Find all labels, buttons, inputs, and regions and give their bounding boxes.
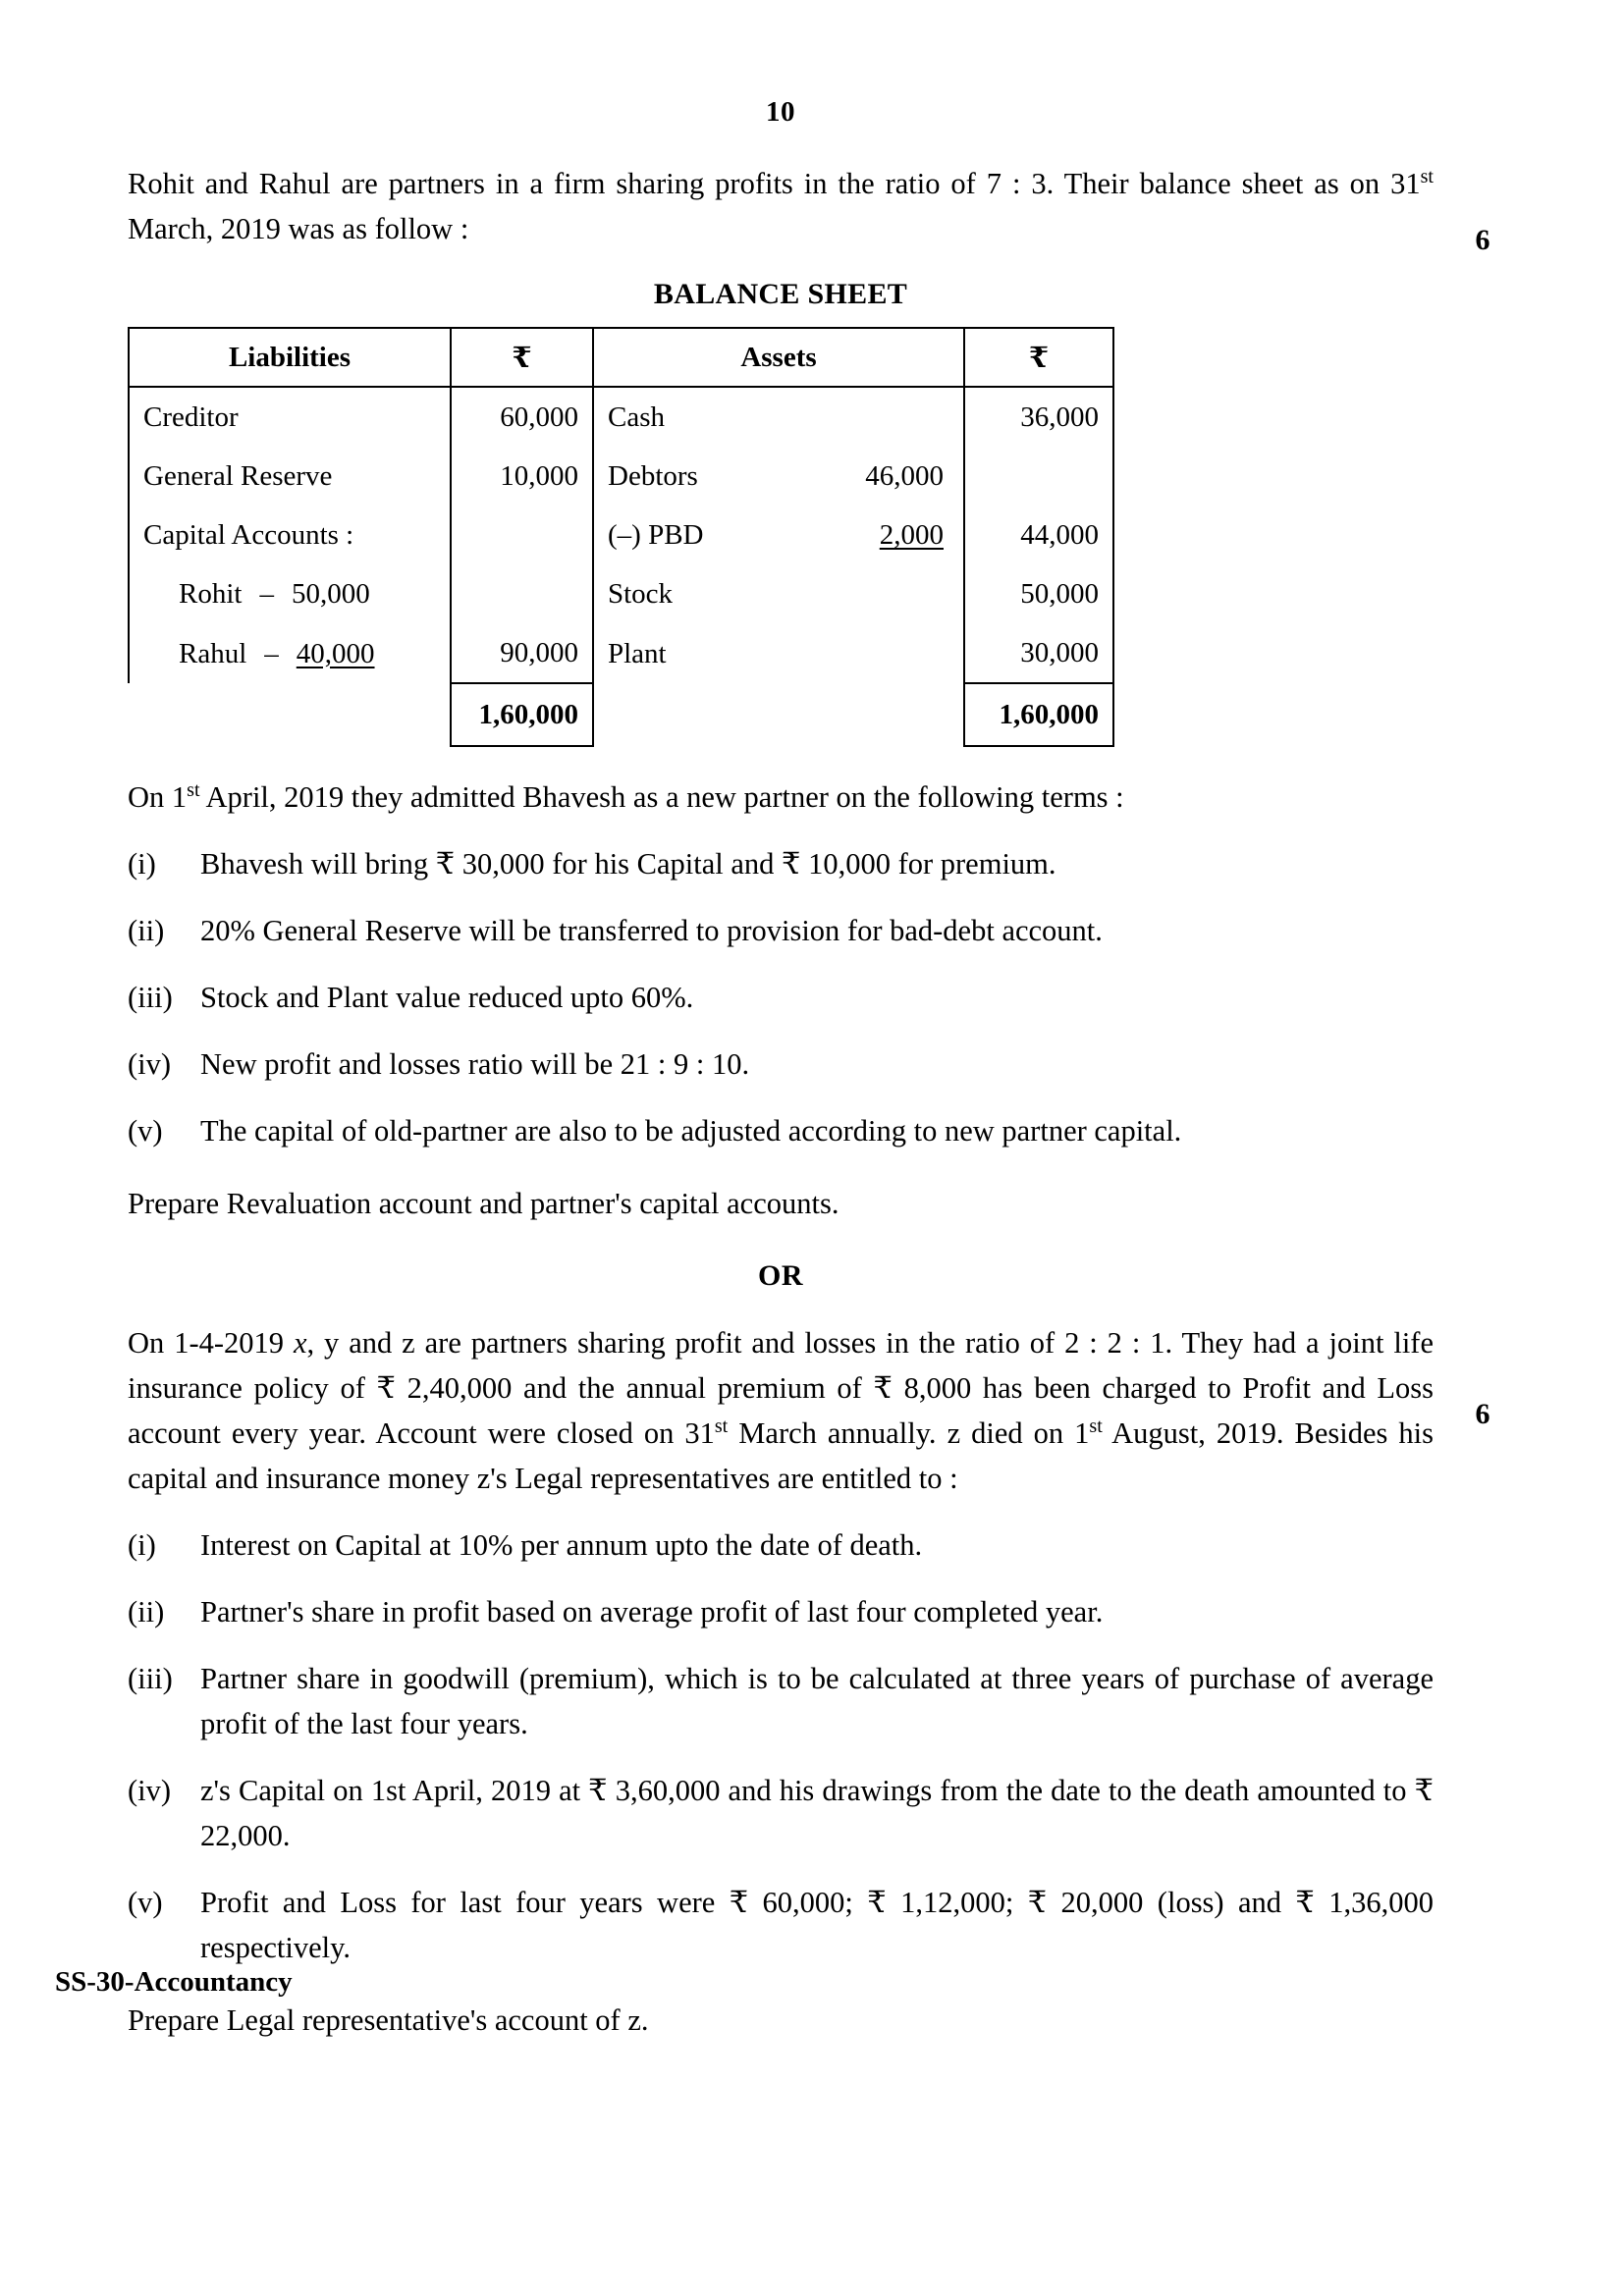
question1-intro [128, 161, 1434, 251]
page-footer-code: SS-30-Accountancy [55, 1966, 293, 1998]
list-item-text: Partner share in goodwill (premium), which is to be calculated at three years of purchase of average profit of the last four years. [200, 1662, 1434, 1740]
asset-row-debtors [594, 447, 963, 506]
asset-label-cash: Cash [608, 401, 665, 433]
header-liabilities-amount: ₹ [451, 328, 593, 387]
asset-row-pbd [594, 506, 963, 564]
list-item-text: The capital of old-partner are also to be adjusted according to new partner capital. [200, 1114, 1182, 1148]
list-item [128, 1880, 1434, 1970]
page-number: 10 [766, 96, 795, 128]
partner-capital-rahul: 40,000 [296, 637, 375, 669]
list-item-number: (i) [128, 1528, 156, 1562]
list-item [128, 1589, 1434, 1634]
list-item-number: (v) [128, 1114, 163, 1148]
list-item [128, 1768, 1434, 1858]
list-item-text: Stock and Plant value reduced upto 60%. [200, 981, 694, 1014]
asset-amount-debtors [965, 447, 1112, 506]
partner-capital-rohit: 50,000 [291, 578, 370, 610]
question2-text-c: March annually. z died on 1 [728, 1416, 1090, 1450]
list-item [128, 908, 1434, 953]
partner-dash-rohit: – [259, 578, 274, 610]
asset-label-stock: Stock [608, 578, 674, 610]
header-assets-amount: ₹ [964, 328, 1113, 387]
table-row [129, 564, 1113, 623]
admission-text-b: April, 2019 they admitted Bhavesh as a new partner on the following terms : [199, 780, 1124, 814]
table-row [129, 387, 1113, 447]
list-item-number: (iv) [128, 1047, 172, 1081]
table-row [129, 447, 1113, 506]
header-liabilities: Liabilities [129, 328, 451, 387]
list-item-text: Bhavesh will bring ₹ 30,000 for his Capital and ₹ 10,000 for premium. [200, 847, 1056, 881]
question1-admission-intro [128, 774, 1434, 820]
list-item [128, 1522, 1434, 1568]
list-item-number: (ii) [128, 914, 165, 947]
asset-subamount-pbd: 2,000 [879, 519, 944, 551]
total-blank-assets [593, 683, 964, 746]
liability-amount-rohit [452, 564, 592, 623]
list-item-text: z's Capital on 1st April, 2019 at ₹ 3,60,000 and his drawings from the date to the death amounted to ₹ 22,000. [200, 1774, 1434, 1852]
total-assets: 1,60,000 [964, 683, 1113, 746]
question2-intro [128, 1320, 1434, 1501]
list-item [128, 1108, 1434, 1153]
liability-row-rohit [130, 564, 450, 623]
question2-terms-list [128, 1522, 1434, 1970]
balance-sheet-table [128, 327, 1114, 747]
question1-terms-list [128, 841, 1434, 1153]
list-item-number: (ii) [128, 1595, 165, 1629]
ordinal-suffix-st: st [187, 778, 200, 801]
list-item-number: (iii) [128, 1662, 173, 1695]
list-item-text: Partner's share in profit based on average profit of last four completed year. [200, 1595, 1104, 1629]
list-item-number: (v) [128, 1886, 163, 1919]
ordinal-suffix-st: st [1420, 165, 1434, 187]
liability-label-capital-accounts: Capital Accounts : [143, 519, 354, 551]
partner-dash-rahul: – [264, 637, 279, 669]
question1-intro-text-a: Rohit and Rahul are partners in a firm sharing profits in the ratio of 7 : 3. Their balance sheet as on 31 [128, 167, 1421, 200]
asset-amount-cash: 36,000 [1020, 401, 1099, 433]
liability-amount-general-reserve: 10,000 [500, 460, 578, 492]
list-item-text: 20% General Reserve will be transferred to provision for bad-debt account. [200, 914, 1103, 947]
table-row [129, 506, 1113, 564]
list-item [128, 1041, 1434, 1087]
question2-text-b: , y and z are partners sharing profit and losses in the ratio of 2 : 2 : 1. They had a joint life insurance policy of ₹ 2,40,000 and the annual premium of ₹ 8,000 has been charged to Profit and Loss account every year. Account were closed on 31 [128, 1326, 1435, 1450]
total-blank-liabilities [129, 683, 451, 746]
liability-row-rahul [130, 624, 450, 683]
asset-amount-stock: 50,000 [1020, 578, 1099, 610]
question2-text-a: On 1-4-2019 [128, 1326, 294, 1360]
asset-label-plant: Plant [608, 637, 667, 669]
marks-question1: 6 [1475, 224, 1490, 256]
question1-intro-text-b: March, 2019 was as follow : [128, 212, 469, 245]
ordinal-suffix-st: st [714, 1415, 729, 1437]
list-item [128, 1656, 1434, 1746]
variable-x: x [293, 1326, 307, 1360]
list-item-text: Profit and Loss for last four years were ₹ 60,000; ₹ 1,12,000; ₹ 20,000 (loss) and ₹ 1,36,000 respectively. [200, 1886, 1434, 1964]
partner-name-rohit: Rohit [179, 578, 243, 610]
liability-amount-capital-accounts [452, 506, 592, 564]
ordinal-suffix-st: st [1089, 1415, 1103, 1437]
liability-label-general-reserve: General Reserve [143, 460, 333, 492]
or-separator: OR [758, 1259, 803, 1292]
table-total-row [129, 683, 1113, 746]
asset-label-pbd: (–) PBD [608, 519, 704, 551]
list-item-number: (iii) [128, 981, 173, 1014]
asset-amount-debtors-net: 44,000 [1020, 519, 1099, 551]
list-item-number: (iv) [128, 1774, 172, 1807]
admission-text-a: On 1 [128, 780, 188, 814]
question2-text-d: August, 2019. Besides his capital and insurance money z's Legal representatives are entitled to : [128, 1416, 1434, 1495]
partner-name-rahul: Rahul [179, 637, 247, 669]
list-item [128, 841, 1434, 886]
asset-label-debtors: Debtors [608, 460, 698, 492]
marks-question2: 6 [1475, 1398, 1490, 1430]
asset-amount-plant: 30,000 [1020, 637, 1099, 668]
list-item [128, 975, 1434, 1020]
list-item-text: Interest on Capital at 10% per annum upto the date of death. [200, 1528, 923, 1562]
list-item-text: New profit and losses ratio will be 21 : 9 : 10. [200, 1047, 750, 1081]
liability-amount-creditor: 60,000 [500, 401, 578, 433]
total-liabilities: 1,60,000 [451, 683, 593, 746]
balance-sheet-wrapper [128, 327, 1114, 747]
table-header-row [129, 328, 1113, 387]
table-row [129, 623, 1113, 683]
question1-instruction: Prepare Revaluation account and partner's capital accounts. [128, 1187, 839, 1220]
balance-sheet-title: BALANCE SHEET [653, 278, 908, 310]
list-item-number: (i) [128, 847, 156, 881]
asset-subamount-debtors: 46,000 [865, 460, 944, 492]
page-content [128, 0, 1434, 2043]
liability-label-creditor: Creditor [143, 401, 239, 433]
question2-instruction: Prepare Legal representative's account of z. [128, 2003, 649, 2037]
header-assets: Assets [593, 328, 964, 387]
liability-amount-capital-total: 90,000 [500, 637, 578, 668]
